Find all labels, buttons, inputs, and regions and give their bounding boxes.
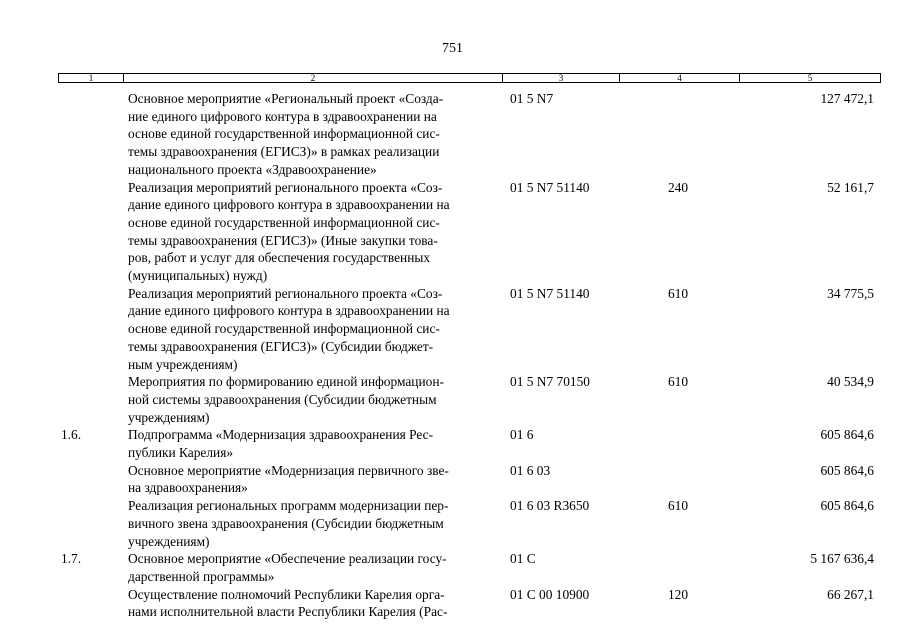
row-code: 01 6 <box>510 427 534 443</box>
row-description <box>128 462 503 497</box>
description-line: дание единого цифрового контура в здравоохранении на <box>128 197 450 213</box>
description-line: нами исполнительной власти Республики Карелия (Рас- <box>128 604 448 620</box>
description-line: публики Карелия» <box>128 445 234 461</box>
description-line: основе единой государственной информационной сис- <box>128 321 440 337</box>
table-row <box>0 179 905 285</box>
column-header-3: 3 <box>503 74 620 82</box>
row-amount: 127 472,1 <box>820 91 874 106</box>
row-code: 01 С <box>510 551 536 567</box>
column-header-1: 1 <box>59 74 124 82</box>
column-header-2: 2 <box>124 74 503 82</box>
column-header-4: 4 <box>620 74 740 82</box>
column-header-5: 5 <box>807 73 813 83</box>
description-line: основе единой государственной информационной сис- <box>128 126 440 142</box>
row-expense-type: 610 <box>667 374 689 390</box>
description-line: Основное мероприятие «Региональный проект «Созда- <box>128 91 444 106</box>
description-line: учреждениям) <box>128 533 210 549</box>
row-description <box>128 497 503 550</box>
row-code: 01 С 00 10900 <box>510 586 590 602</box>
table-row <box>0 90 905 179</box>
description-line: ров, работ и услуг для обеспечения государственных <box>128 250 431 266</box>
column-header-row <box>58 73 881 83</box>
description-line: на здравоохранения» <box>128 480 248 496</box>
row-code: 01 5 N7 <box>510 91 554 106</box>
description-line: Осуществление полномочий Республики Карелия орга- <box>128 586 445 602</box>
row-description <box>128 586 503 621</box>
row-amount: 5 167 636,4 <box>810 551 874 567</box>
row-amount: 34 775,5 <box>827 285 874 301</box>
row-amount: 52 161,7 <box>827 179 874 195</box>
description-line: национального проекта «Здравоохранение» <box>128 161 377 177</box>
description-line: вичного звена здравоохранения (Субсидии бюджетным <box>128 515 444 531</box>
page-number: 751 <box>442 41 463 56</box>
row-amount: 605 864,6 <box>820 498 874 514</box>
row-number: 1.6. <box>61 427 82 443</box>
description-line: темы здравоохранения (ЕГИСЗ)» в рамках реализации <box>128 144 440 160</box>
table-row <box>0 550 905 585</box>
description-line: учреждениям) <box>128 409 210 425</box>
description-line: Реализация мероприятий регионального проекта «Соз- <box>128 179 443 195</box>
row-amount: 66 267,1 <box>827 586 874 602</box>
description-line: Мероприятия по формированию единой информацион- <box>128 374 444 390</box>
row-description <box>128 426 503 461</box>
description-line: Основное мероприятие «Обеспечение реализации госу- <box>128 551 447 567</box>
row-code: 01 6 03 R3650 <box>510 498 590 514</box>
description-line: Реализация региональных программ модернизации пер- <box>128 498 449 514</box>
description-line: темы здравоохранения (ЕГИСЗ)» (Субсидии бюджет- <box>128 338 434 354</box>
row-description <box>128 373 503 426</box>
row-number: 1.7. <box>61 551 82 567</box>
table-row <box>0 426 905 461</box>
row-description <box>128 550 503 585</box>
row-expense-type: 120 <box>667 586 689 602</box>
description-line: ние единого цифрового контура в здравоохранении на <box>128 108 437 124</box>
description-line: темы здравоохранения (ЕГИСЗ)» (Иные закупки това- <box>128 232 438 248</box>
row-description <box>128 90 503 179</box>
row-description <box>128 285 503 374</box>
row-expense-type: 610 <box>667 498 689 514</box>
row-description <box>128 179 503 285</box>
table-row <box>0 497 905 550</box>
description-line: Основное мероприятие «Модернизация первичного зве- <box>128 462 449 478</box>
description-line: дарственной программы» <box>128 568 275 584</box>
row-expense-type: 240 <box>667 179 689 195</box>
row-expense-type: 610 <box>667 285 689 301</box>
description-line: дание единого цифрового контура в здравоохранении на <box>128 303 450 319</box>
table-row <box>0 373 905 426</box>
description-line: (муниципальных) нужд) <box>128 268 268 284</box>
row-amount: 605 864,6 <box>820 462 874 478</box>
description-line: Подпрограмма «Модернизация здравоохранения Рес- <box>128 427 434 443</box>
table-row <box>0 586 905 621</box>
description-line: ным учреждениям) <box>128 356 238 372</box>
table-row <box>0 285 905 374</box>
description-line: ной системы здравоохранения (Субсидии бюджетным <box>128 391 437 407</box>
description-line: Реализация мероприятий регионального проекта «Соз- <box>128 285 443 301</box>
row-code: 01 6 03 <box>510 462 551 478</box>
row-code: 01 5 N7 51140 <box>510 285 590 301</box>
table-body <box>0 90 905 621</box>
description-line: основе единой государственной информационной сис- <box>128 214 440 230</box>
row-code: 01 5 N7 51140 <box>510 179 590 195</box>
row-code: 01 5 N7 70150 <box>510 374 590 390</box>
table-row <box>0 462 905 497</box>
row-amount: 40 534,9 <box>827 374 874 390</box>
row-amount: 605 864,6 <box>820 427 874 443</box>
